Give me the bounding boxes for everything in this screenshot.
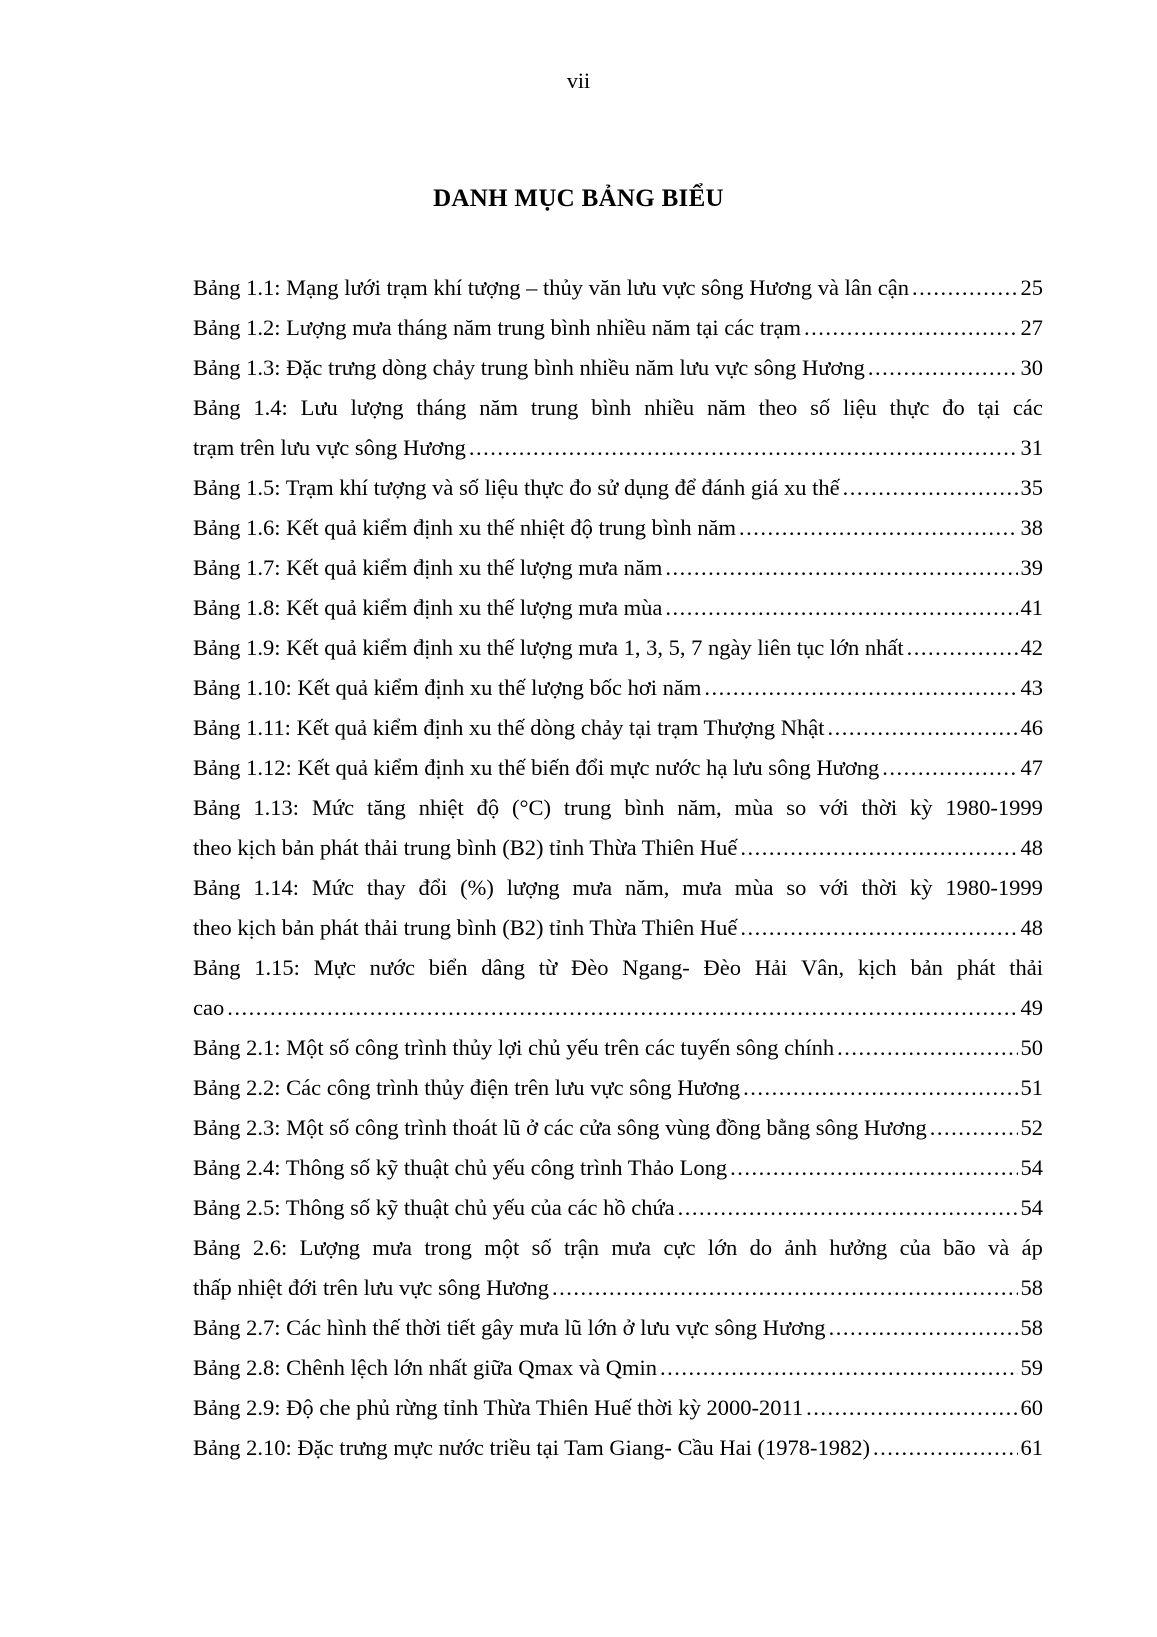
toc-entry-word: Lượng xyxy=(299,1235,360,1260)
toc-entry-word: thay xyxy=(366,875,406,900)
toc-entry-word: trung xyxy=(530,395,579,420)
toc-entry-word: lớn xyxy=(707,1235,738,1260)
toc-entry-label: thấp nhiệt đới trên lưu vực sông Hương xyxy=(193,1275,549,1300)
toc-entry-label: Bảng 2.2: Các công trình thủy điện trên lưu vực sông Hương xyxy=(193,1075,741,1100)
toc-entry-word: trung xyxy=(563,795,612,820)
toc-entry-word: lượng xyxy=(506,875,560,900)
toc-entry-line xyxy=(193,468,1043,508)
page-number: vii xyxy=(566,68,591,93)
toc-entry-label: Bảng 2.3: Một số công trình thoát lũ ở các cửa sông vùng đồng bằng sông Hương xyxy=(193,1115,927,1140)
toc-entry-page: 43 xyxy=(1020,675,1043,700)
toc-entry-label: Bảng 1.5: Trạm khí tượng và số liệu thực đo sử dụng để đánh giá xu thế xyxy=(193,475,840,500)
toc-entry-word: Bảng xyxy=(193,395,241,420)
toc-entry[interactable] xyxy=(193,748,1043,788)
toc-entry-page: 58 xyxy=(1020,1275,1043,1300)
dot-leader xyxy=(930,1108,1018,1148)
toc-entry-line xyxy=(193,268,1043,308)
dot-leader xyxy=(739,508,1017,548)
toc-entry-label: Bảng 2.10: Đặc trưng mực nước triều tại Tam Giang- Cầu Hai (1978-1982) xyxy=(193,1435,870,1460)
toc-entry-label: Bảng 2.1: Một số công trình thủy lợi chủ yếu trên các tuyến sông chính xyxy=(193,1035,835,1060)
table-of-contents xyxy=(193,268,1043,1468)
dot-leader xyxy=(227,988,1017,1028)
toc-entry-page: 25 xyxy=(1020,275,1043,300)
toc-entry[interactable] xyxy=(193,948,1043,1028)
dot-leader xyxy=(740,908,1017,948)
toc-entry-line xyxy=(193,748,1043,788)
toc-entry[interactable] xyxy=(193,1028,1043,1068)
toc-entry-label: Bảng 1.8: Kết quả kiểm định xu thế lượng mưa mùa xyxy=(193,595,663,620)
page-title: DANH MỤC BẢNG BIỂU xyxy=(433,185,724,212)
toc-entry-word: năm xyxy=(479,395,518,420)
toc-entry-page: 35 xyxy=(1020,475,1043,500)
dot-leader xyxy=(660,1348,1017,1388)
toc-entry-word: Bảng xyxy=(193,875,241,900)
dot-leader xyxy=(552,1268,1018,1308)
toc-entry[interactable] xyxy=(193,1108,1043,1148)
toc-entry[interactable] xyxy=(193,628,1043,668)
dot-leader xyxy=(907,628,1018,668)
toc-entry-word: Mức xyxy=(311,795,355,820)
toc-entry-page: 47 xyxy=(1020,755,1043,780)
toc-entry-line xyxy=(193,1428,1043,1468)
toc-entry[interactable] xyxy=(193,1068,1043,1108)
dot-leader xyxy=(804,308,1017,348)
dot-leader xyxy=(868,348,1018,388)
toc-entry-word: 1980-1999 xyxy=(945,795,1043,820)
toc-entry-word: do xyxy=(749,1235,773,1260)
toc-entry-word: 1.13: xyxy=(253,795,300,820)
toc-entry-line xyxy=(193,908,1043,948)
dot-leader xyxy=(665,548,1017,588)
toc-entry[interactable] xyxy=(193,348,1043,388)
toc-entry-word: mưa xyxy=(611,1235,651,1260)
toc-entry-word: nhiều xyxy=(644,395,695,420)
toc-entry-word: (%) xyxy=(460,875,494,900)
dot-leader xyxy=(469,428,1018,468)
toc-entry-label: Bảng 2.4: Thông số kỹ thuật chủ yếu công trình Thảo Long xyxy=(193,1155,728,1180)
toc-entry[interactable] xyxy=(193,268,1043,308)
toc-entry-page: 46 xyxy=(1020,715,1043,740)
toc-entry-word: mùa xyxy=(734,795,774,820)
toc-entry-page: 38 xyxy=(1020,515,1043,540)
toc-entry-word: với xyxy=(819,875,849,900)
toc-entry[interactable] xyxy=(193,1188,1043,1228)
toc-entry-page: 49 xyxy=(1020,995,1043,1020)
toc-entry-line xyxy=(193,868,1043,908)
toc-entry-page: 48 xyxy=(1020,835,1043,860)
toc-entry-label: Bảng 1.6: Kết quả kiểm định xu thế nhiệt độ trung bình năm xyxy=(193,515,737,540)
toc-entry-word: một xyxy=(484,1235,520,1260)
toc-entry-label: theo kịch bản phát thải trung bình (B2) tỉnh Thừa Thiên Huế xyxy=(193,915,738,940)
toc-entry[interactable] xyxy=(193,548,1043,588)
toc-entry[interactable] xyxy=(193,788,1043,868)
toc-entry-word: biển xyxy=(428,955,468,980)
toc-entry-word: thải xyxy=(1009,955,1043,980)
toc-entry-label: cao xyxy=(193,995,225,1020)
toc-entry-word: Lưu xyxy=(300,395,338,420)
toc-entry-word: thời xyxy=(861,875,898,900)
toc-entry-label: Bảng 1.7: Kết quả kiểm định xu thế lượng mưa năm xyxy=(193,555,663,580)
toc-entry-label: Bảng 2.7: Các hình thế thời tiết gây mưa lũ lớn ở lưu vực sông Hương xyxy=(193,1315,826,1340)
toc-entry-word: nhiệt xyxy=(418,795,464,820)
toc-entry-word: kỳ xyxy=(909,795,933,820)
toc-entry-page: 42 xyxy=(1020,635,1043,660)
dot-leader xyxy=(837,1028,1017,1068)
toc-entry-line xyxy=(193,548,1043,588)
toc-entry-word: từ xyxy=(538,955,558,980)
toc-entry-word: Đèo xyxy=(703,955,741,980)
toc-entry-word: bão xyxy=(943,1235,976,1260)
toc-entry-line xyxy=(193,1028,1043,1068)
toc-entry-page: 54 xyxy=(1020,1155,1043,1180)
toc-entry-word: 1980-1999 xyxy=(945,875,1043,900)
toc-entry-word: theo xyxy=(758,395,798,420)
toc-entry-word: số xyxy=(810,395,831,420)
toc-entry-label: Bảng 1.3: Đặc trưng dòng chảy trung bình nhiều năm lưu vực sông Hương xyxy=(193,355,865,380)
toc-entry[interactable] xyxy=(193,708,1043,748)
toc-entry-page: 58 xyxy=(1020,1315,1043,1340)
toc-entry-word: thực xyxy=(889,395,930,420)
toc-entry-line xyxy=(193,428,1043,468)
toc-entry-label: Bảng 1.12: Kết quả kiểm định xu thế biến đổi mực nước hạ lưu sông Hương xyxy=(193,755,880,780)
toc-entry-word: các xyxy=(1012,395,1043,420)
toc-entry-word: ảnh xyxy=(784,1235,818,1260)
toc-entry-line xyxy=(193,1388,1043,1428)
toc-entry-word: của xyxy=(899,1235,931,1260)
toc-entry[interactable] xyxy=(193,1228,1043,1308)
toc-entry-line xyxy=(193,1268,1043,1308)
toc-entry-word: bình xyxy=(624,795,665,820)
toc-entry-word: thời xyxy=(861,795,898,820)
toc-entry-page: 59 xyxy=(1020,1355,1043,1380)
toc-entry-line xyxy=(193,1148,1043,1188)
toc-entry-word: so xyxy=(786,875,807,900)
toc-entry-page: 61 xyxy=(1020,1435,1043,1460)
toc-entry-word: mưa xyxy=(682,875,722,900)
toc-entry-page: 41 xyxy=(1020,595,1043,620)
toc-entry-word: 2.6: xyxy=(252,1235,288,1260)
toc-entry-word: (°C) xyxy=(512,795,552,820)
toc-entry-page: 52 xyxy=(1020,1115,1043,1140)
toc-entry-word: bình xyxy=(591,395,632,420)
toc-entry[interactable] xyxy=(193,1388,1043,1428)
toc-entry-line xyxy=(193,588,1043,628)
toc-entry-word: mưa xyxy=(572,875,613,900)
toc-entry-word: Bảng xyxy=(193,955,241,980)
dot-leader xyxy=(806,1388,1017,1428)
toc-entry-label: Bảng 1.1: Mạng lưới trạm khí tượng – thủy văn lưu vực sông Hương và lân cận xyxy=(193,275,909,300)
toc-entry-word: 1.14: xyxy=(253,875,299,900)
toc-entry-line xyxy=(193,388,1043,428)
toc-entry[interactable] xyxy=(193,1428,1043,1468)
toc-entry-word: trong xyxy=(424,1235,472,1260)
toc-entry-word: dâng xyxy=(481,955,525,980)
toc-entry-label: theo kịch bản phát thải trung bình (B2) tỉnh Thừa Thiên Huế xyxy=(193,835,738,860)
toc-entry-label: Bảng 2.5: Thông số kỹ thuật chủ yếu của các hồ chứa xyxy=(193,1195,675,1220)
dot-leader xyxy=(827,708,1017,748)
toc-entry-word: số xyxy=(531,1235,552,1260)
dot-leader xyxy=(882,748,1017,788)
toc-entry-word: 1.15: xyxy=(254,955,300,980)
toc-entry-word: Bảng xyxy=(193,1235,241,1260)
toc-entry-word: hưởng xyxy=(829,1235,888,1260)
toc-entry-line xyxy=(193,1348,1043,1388)
toc-entry-label: Bảng 2.9: Độ che phủ rừng tỉnh Thừa Thiên Huế thời kỳ 2000-2011 xyxy=(193,1395,804,1420)
toc-entry-word: Bảng xyxy=(193,795,241,820)
toc-entry-line xyxy=(193,1068,1043,1108)
toc-entry-word: liệu xyxy=(843,395,877,420)
toc-entry-word: áp xyxy=(1021,1235,1043,1260)
toc-entry-word: độ xyxy=(476,795,500,820)
toc-entry-label: Bảng 1.11: Kết quả kiểm định xu thế dòng chảy tại trạm Thượng Nhật xyxy=(193,715,825,740)
toc-entry-word: cực xyxy=(663,1235,696,1260)
toc-entry-word: Hải xyxy=(754,955,788,980)
toc-entry-page: 50 xyxy=(1020,1035,1043,1060)
toc-entry-word: tăng xyxy=(367,795,406,820)
toc-entry-line xyxy=(193,308,1043,348)
toc-entry-label: Bảng 2.8: Chênh lệch lớn nhất giữa Qmax và Qmin xyxy=(193,1355,658,1380)
toc-entry-word: lượng xyxy=(350,395,404,420)
toc-entry-word: với xyxy=(819,795,849,820)
toc-entry-word: mưa xyxy=(372,1235,412,1260)
toc-entry-word: Mức xyxy=(311,875,355,900)
toc-entry[interactable] xyxy=(193,468,1043,508)
dot-leader xyxy=(829,1308,1018,1348)
toc-entry-word: nước xyxy=(369,955,415,980)
dot-leader xyxy=(843,468,1018,508)
toc-entry-page: 39 xyxy=(1020,555,1043,580)
toc-entry[interactable] xyxy=(193,588,1043,628)
toc-entry-line xyxy=(193,508,1043,548)
toc-entry-line xyxy=(193,828,1043,868)
toc-entry-word: tháng xyxy=(416,395,467,420)
dot-leader xyxy=(912,268,1018,308)
toc-entry-page: 31 xyxy=(1020,435,1043,460)
toc-entry-word: kịch xyxy=(857,955,897,980)
toc-entry-word: năm xyxy=(706,395,746,420)
toc-entry-line xyxy=(193,988,1043,1028)
toc-entry-word: Đèo xyxy=(570,955,609,980)
toc-entry-line xyxy=(193,348,1043,388)
toc-entry-page: 54 xyxy=(1020,1195,1043,1220)
dot-leader xyxy=(740,828,1017,868)
toc-entry-word: Mực xyxy=(313,955,356,980)
toc-entry-word: kỳ xyxy=(910,875,933,900)
dot-leader xyxy=(743,1068,1017,1108)
toc-entry[interactable] xyxy=(193,868,1043,948)
toc-entry[interactable] xyxy=(193,388,1043,468)
dot-leader xyxy=(665,588,1017,628)
toc-entry-line xyxy=(193,788,1043,828)
toc-entry-word: Vân, xyxy=(801,955,845,980)
toc-entry-word: 1.4: xyxy=(253,395,288,420)
toc-entry-line xyxy=(193,948,1043,988)
toc-entry-line xyxy=(193,1308,1043,1348)
toc-entry[interactable] xyxy=(193,1148,1043,1188)
toc-entry-word: và xyxy=(988,1235,1010,1260)
dot-leader xyxy=(704,668,1017,708)
toc-entry[interactable] xyxy=(193,508,1043,548)
toc-entry-label: Bảng 1.10: Kết quả kiểm định xu thế lượng bốc hơi năm xyxy=(193,675,702,700)
toc-entry-word: phát xyxy=(956,955,996,980)
toc-entry-word: mùa xyxy=(734,875,774,900)
toc-entry-page: 30 xyxy=(1020,355,1043,380)
toc-entry-page: 51 xyxy=(1020,1075,1043,1100)
toc-entry-line xyxy=(193,668,1043,708)
toc-entry[interactable] xyxy=(193,308,1043,348)
toc-entry[interactable] xyxy=(193,1308,1043,1348)
toc-entry-word: đo xyxy=(942,395,965,420)
toc-entry-word: Ngang- xyxy=(622,955,690,980)
dot-leader xyxy=(678,1188,1018,1228)
toc-entry-line xyxy=(193,1188,1043,1228)
toc-entry-word: năm, xyxy=(677,795,722,820)
toc-entry-word: năm, xyxy=(625,875,670,900)
toc-entry-label: Bảng 1.9: Kết quả kiểm định xu thế lượng mưa 1, 3, 5, 7 ngày liên tục lớn nhất xyxy=(193,635,904,660)
toc-entry-label: Bảng 1.2: Lượng mưa tháng năm trung bình nhiều năm tại các trạm xyxy=(193,315,802,340)
toc-entry-line xyxy=(193,708,1043,748)
toc-entry-word: bản xyxy=(910,955,943,980)
dot-leader xyxy=(873,1428,1018,1468)
toc-entry-line xyxy=(193,628,1043,668)
toc-entry-page: 60 xyxy=(1020,1395,1043,1420)
toc-entry-line xyxy=(193,1228,1043,1268)
toc-entry-label: trạm trên lưu vực sông Hương xyxy=(193,435,466,460)
toc-entry-word: trận xyxy=(563,1235,599,1260)
toc-entry-line xyxy=(193,1108,1043,1148)
toc-entry-word: đổi xyxy=(418,875,448,900)
dot-leader xyxy=(730,1148,1017,1188)
toc-entry-word: tại xyxy=(977,395,1001,420)
toc-entry[interactable] xyxy=(193,1348,1043,1388)
toc-entry-page: 48 xyxy=(1020,915,1043,940)
toc-entry-word: so xyxy=(786,795,807,820)
toc-entry[interactable] xyxy=(193,668,1043,708)
toc-entry-page: 27 xyxy=(1020,315,1043,340)
